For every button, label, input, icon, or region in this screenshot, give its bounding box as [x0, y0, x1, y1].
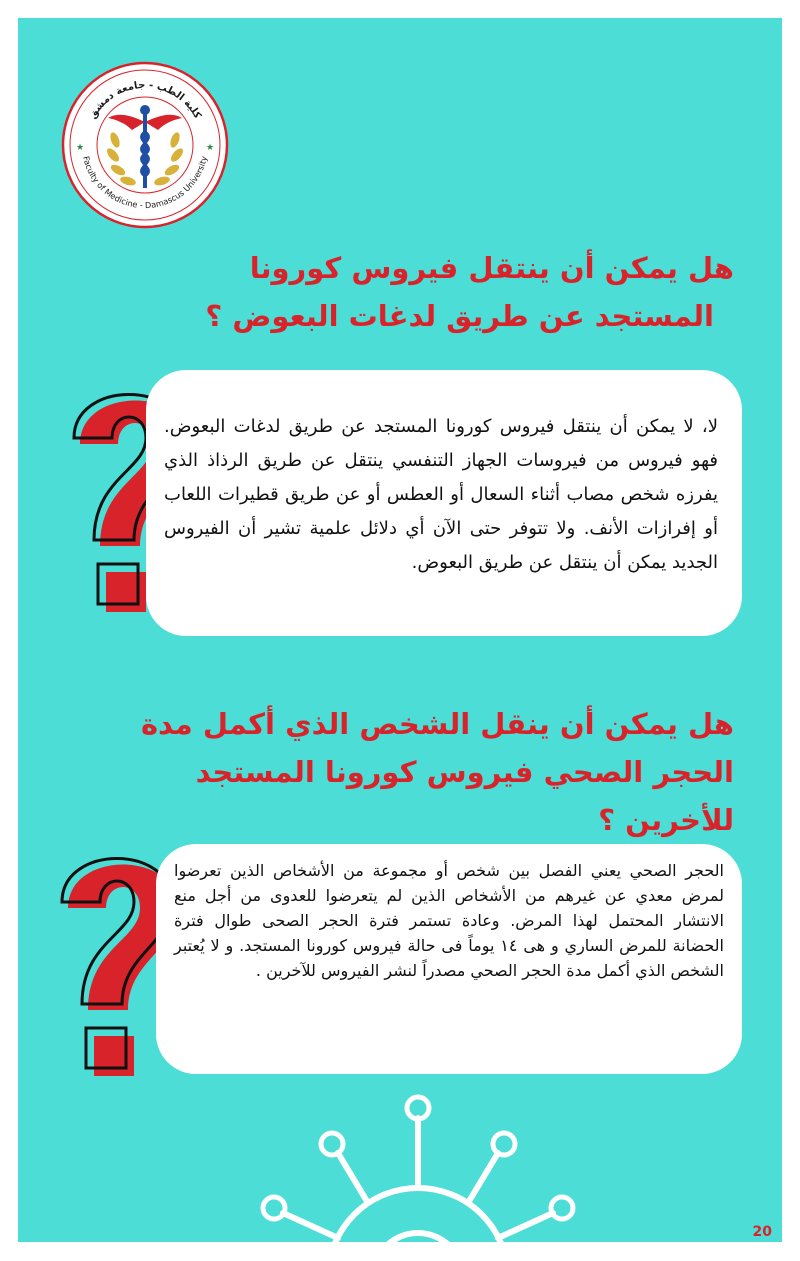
svg-text:★: ★ — [76, 143, 85, 153]
page — [18, 18, 782, 1242]
logo-arc-bottom-text: Faculty of Medicine - Damascus University — [81, 155, 209, 211]
faculty-logo — [60, 60, 230, 230]
question-2-line-2: الحجر الصحي فيروس كورونا المستجد للأخرين ؟ — [195, 755, 734, 837]
question-title-1 — [174, 244, 734, 340]
answer-card-2 — [156, 844, 742, 1074]
answer-text-2: الحجر الصحي يعني الفصل بين شخص أو مجموعة من الأشخاص الذين تعرضوا لمرض معدي عن غيرهم من الأشخاص الذين لم يتعرضوا للعدوى من أجل منع الانتشار المحتمل لهذا المرض. وعادة تستمر فترة الحجر الصحى طوال فترة الحضانة للمرض الساري و هى ١٤ يوماً فى حالة فيروس كورونا المستجد. و لا يُعتبر الشخص الذي أكمل مدة الحجر الصحي مصدراً لنشر الفيروس للآخرين . — [174, 861, 725, 980]
svg-text:★: ★ — [206, 143, 215, 153]
question-title-2 — [84, 700, 734, 844]
answer-card-1 — [146, 370, 742, 636]
page-number: 20 — [752, 1224, 772, 1240]
logo-arc-top-text: كلية الطب - جامعة دمشق — [87, 79, 203, 121]
question-1-line-2: المستجد عن طريق لدغات البعوض ؟ — [205, 299, 714, 333]
answer-text-1: لا، لا يمكن أن ينتقل فيروس كورونا المستجد عن طريق لدغات البعوض. فهو فيروس من فيروسات الجهاز التنفسي ينتقل عن طريق الرذاذ الذي يفرزه شخص مصاب أثناء السعال أو العطس أو عن طريق قطيرات اللعاب أو إفرازات الأنف. ولا تتوفر حتى الآن أي دلائل علمية تشير أن الفيروس الجديد يمكن أن ينتقل عن طريق البعوض. — [164, 416, 718, 573]
virus-icon — [248, 1078, 588, 1242]
question-2-line-1: هل يمكن أن ينقل الشخص الذي أكمل مدة — [140, 707, 734, 741]
question-1-line-1: هل يمكن أن ينتقل فيروس كورونا — [249, 251, 734, 285]
